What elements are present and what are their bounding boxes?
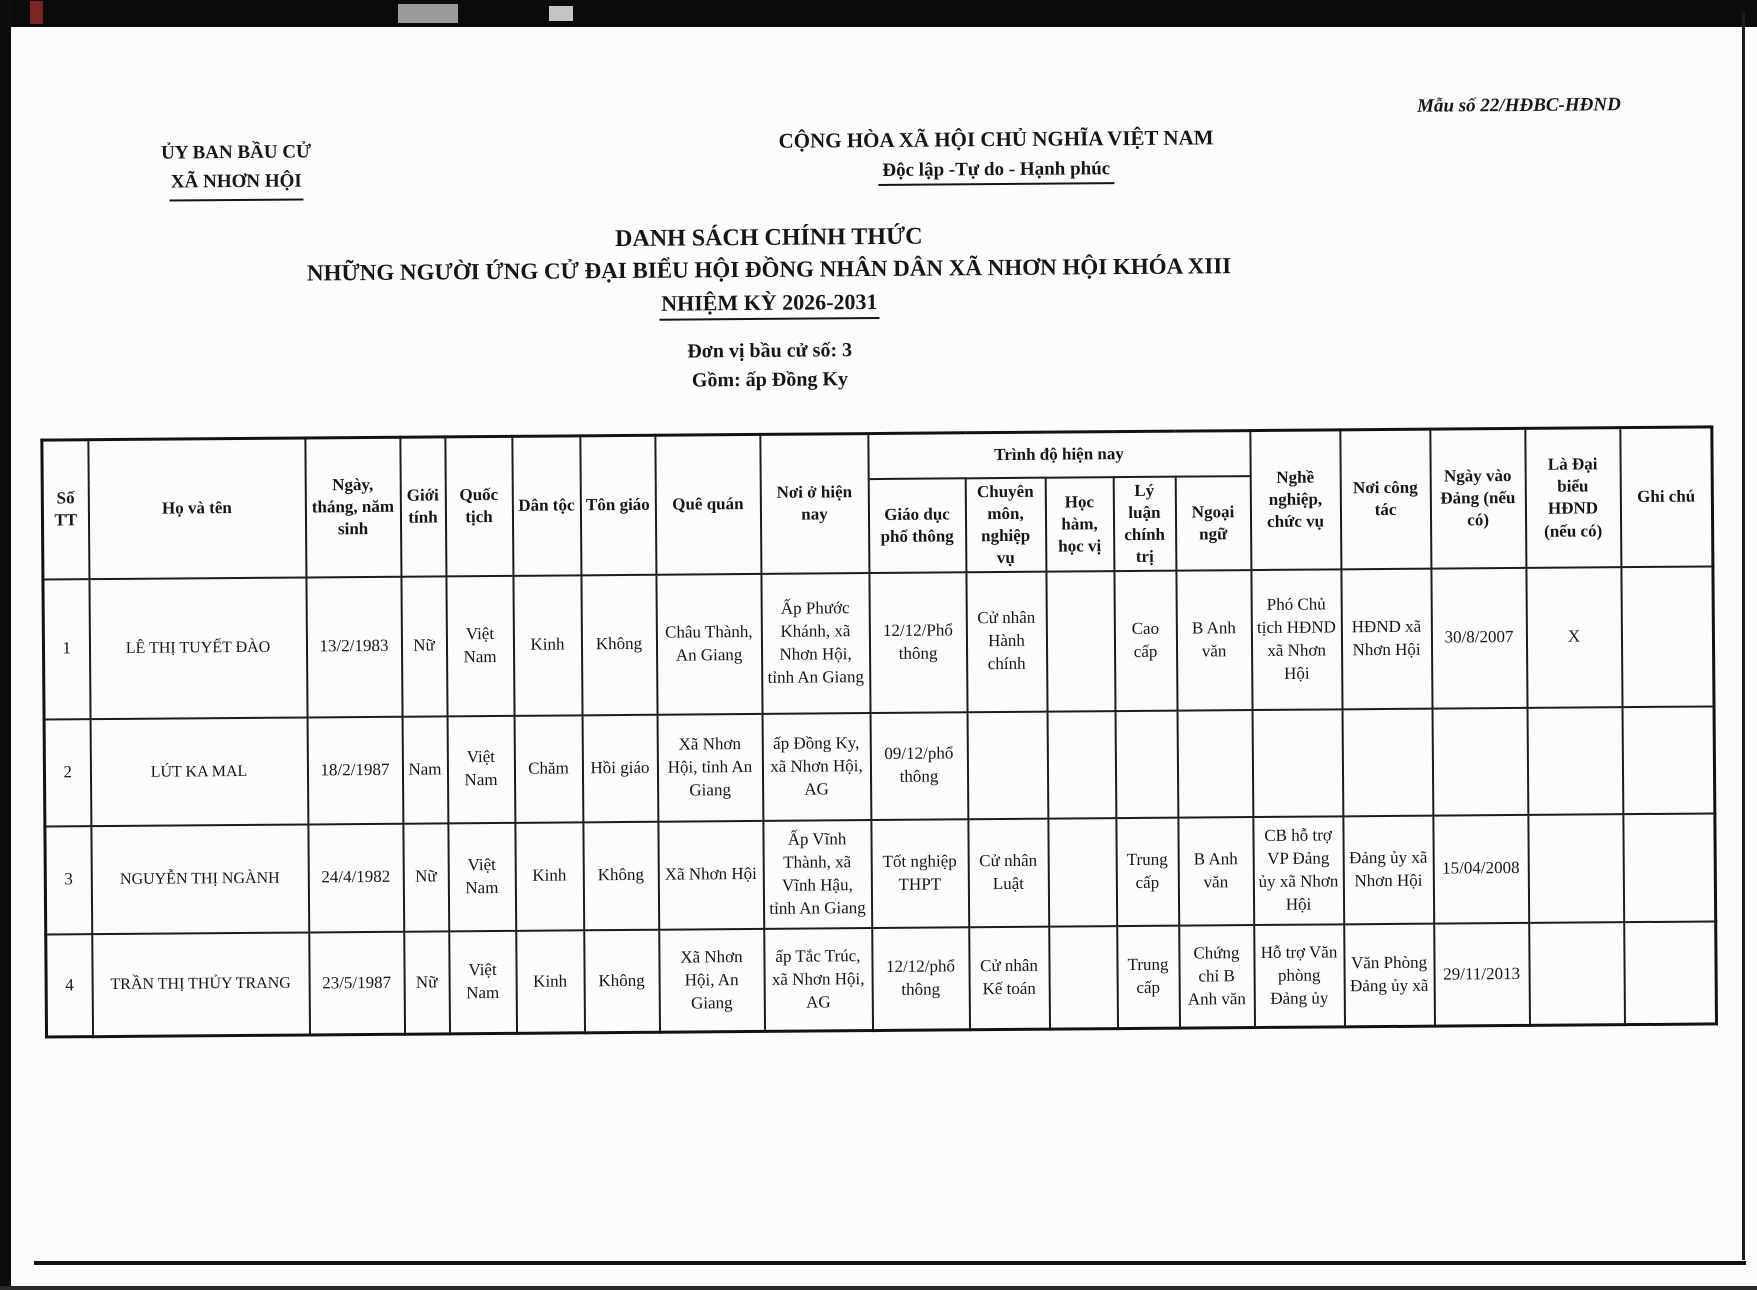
cell-professional: Cử nhân Hành chính xyxy=(966,572,1047,713)
document-title-block xyxy=(39,219,1500,325)
cell-occupation xyxy=(1252,709,1343,817)
table-row xyxy=(44,706,1715,826)
cell-gender: Nam xyxy=(402,716,448,823)
col-header-political: Lý luận chính trị xyxy=(1113,476,1176,571)
col-header-stt: Số TT xyxy=(42,440,89,580)
col-header-gender: Giới tính xyxy=(400,437,446,577)
cell-language: B Anh văn xyxy=(1176,570,1252,711)
cell-nationality: Việt Nam xyxy=(446,576,514,717)
col-header-religion: Tôn giáo xyxy=(580,435,656,575)
national-motto-block xyxy=(636,124,1356,188)
cell-dob: 24/4/1982 xyxy=(308,824,404,933)
cell-religion: Không xyxy=(584,930,660,1034)
cell-party_date xyxy=(1432,708,1528,816)
col-header-occupation: Nghề nghiệp, chức vụ xyxy=(1250,430,1341,570)
issuer-line1: ỦY BAN BẦU CỬ xyxy=(161,141,312,164)
cell-ethnicity: Kinh xyxy=(515,822,584,931)
issuer-line2: XÃ NHƠN HỘI xyxy=(116,167,356,202)
cell-occupation: Hỗ trợ Văn phòng Đảng ủy xyxy=(1254,924,1345,1028)
cell-party_date: 29/11/2013 xyxy=(1434,923,1530,1027)
cell-dob: 13/2/1983 xyxy=(306,577,402,718)
title-line3: NHIỆM KỲ 2026-2031 xyxy=(39,284,1499,325)
col-header-edu: Giáo dục phổ thông xyxy=(868,478,966,573)
col-header-hometown: Quê quán xyxy=(655,434,761,574)
cell-academic xyxy=(1049,926,1118,1030)
cell-workplace: Đảng ủy xã Nhơn Hội xyxy=(1343,816,1434,925)
col-header-party-date: Ngày vào Đảng (nếu có) xyxy=(1430,428,1526,568)
col-header-workplace: Nơi công tác xyxy=(1340,429,1431,569)
cell-residence: Ấp Vĩnh Thành, xã Vĩnh Hậu, tỉnh An Giang xyxy=(763,820,872,929)
col-header-academic: Học hàm, học vị xyxy=(1045,477,1114,572)
cell-party_date: 15/04/2008 xyxy=(1433,815,1529,924)
cell-political: Cao cấp xyxy=(1114,571,1177,711)
issuing-committee-block xyxy=(116,137,356,202)
candidates-table xyxy=(40,425,1718,1038)
cell-gender: Nữ xyxy=(403,823,449,931)
cell-religion: Không xyxy=(581,575,657,716)
cell-language: Chứng chỉ B Anh văn xyxy=(1179,925,1255,1029)
cell-residence: ấp Đồng Ky, xã Nhơn Hội, AG xyxy=(762,713,871,821)
cell-dob: 18/2/1987 xyxy=(307,717,403,825)
cell-name: TRẦN THỊ THỦY TRANG xyxy=(92,932,310,1037)
col-header-name: Họ và tên xyxy=(88,438,306,579)
cell-party_date: 30/8/2007 xyxy=(1431,568,1527,709)
cell-council_member: X xyxy=(1526,567,1622,708)
cell-name: LÚT KA MAL xyxy=(90,717,308,826)
table-row xyxy=(43,566,1714,719)
cell-political: Trung cấp xyxy=(1116,818,1179,926)
cell-notes xyxy=(1623,813,1716,922)
cell-edu: Tốt nghiệp THPT xyxy=(871,819,969,928)
cell-ethnicity: Chăm xyxy=(514,715,583,823)
cell-stt: 4 xyxy=(46,934,93,1037)
table-row xyxy=(46,921,1717,1037)
cell-occupation: Phó Chủ tịch HĐND xã Nhơn Hội xyxy=(1251,569,1342,710)
cell-gender: Nữ xyxy=(404,931,450,1034)
title-line2: NHỮNG NGƯỜI ỨNG CỬ ĐẠI BIỂU HỘI ĐỒNG NHÂN DÂN XÃ NHƠN HỘI KHÓA XIII xyxy=(306,253,1232,286)
republic-name: CỘNG HÒA XÃ HỘI CHỦ NGHĨA VIỆT NAM xyxy=(778,125,1214,153)
republic-motto: Độc lập -Tự do - Hạnh phúc xyxy=(636,156,1356,188)
cell-stt: 2 xyxy=(44,719,91,826)
table-header xyxy=(42,427,1713,579)
cell-edu: 12/12/Phổ thông xyxy=(869,572,967,713)
cell-edu: 09/12/phổ thông xyxy=(870,712,968,820)
title-line1: DANH SÁCH CHÍNH THỨC xyxy=(615,223,923,253)
col-header-qualification-group: Trình độ hiện nay xyxy=(868,431,1250,479)
cell-academic xyxy=(1047,711,1116,819)
col-header-notes: Ghi chú xyxy=(1620,427,1713,567)
cell-edu: 12/12/phổ thông xyxy=(872,927,970,1031)
candidates-table-wrapper xyxy=(40,425,1718,1038)
cell-academic xyxy=(1048,818,1117,927)
table-row xyxy=(45,813,1716,934)
col-header-dob: Ngày, tháng, năm sinh xyxy=(305,437,401,577)
cell-stt: 1 xyxy=(43,579,90,719)
cell-council_member xyxy=(1528,814,1624,923)
cell-notes xyxy=(1624,921,1717,1025)
cell-name: LÊ THỊ TUYẾT ĐÀO xyxy=(89,577,307,719)
cell-residence: Ấp Phước Khánh, xã Nhơn Hội, tỉnh An Giang xyxy=(761,573,870,714)
col-header-council-member: Là Đại biểu HĐND (nếu có) xyxy=(1525,428,1621,568)
cell-hometown: Châu Thành, An Giang xyxy=(656,574,762,715)
cell-political xyxy=(1115,711,1178,818)
cell-ethnicity: Kinh xyxy=(516,930,585,1034)
cell-nationality: Việt Nam xyxy=(449,931,517,1035)
cell-professional: Cử nhân Luật xyxy=(968,819,1049,928)
cell-notes xyxy=(1622,706,1715,814)
cell-hometown: Xã Nhơn Hội, tỉnh An Giang xyxy=(657,714,763,822)
cell-workplace xyxy=(1342,709,1433,817)
col-header-language: Ngoại ngữ xyxy=(1175,476,1251,571)
cell-religion: Không xyxy=(583,822,659,931)
cell-language: B Anh văn xyxy=(1178,817,1254,926)
cell-professional: Cử nhân Kế toán xyxy=(969,927,1050,1031)
cell-occupation: CB hỗ trợ VP Đảng ủy xã Nhơn Hội xyxy=(1253,816,1344,925)
col-header-nationality: Quốc tịch xyxy=(445,436,513,576)
election-unit-block xyxy=(40,331,1500,400)
cell-nationality: Việt Nam xyxy=(447,716,515,824)
cell-religion: Hồi giáo xyxy=(582,715,658,823)
cell-hometown: Xã Nhơn Hội xyxy=(658,821,764,930)
cell-notes xyxy=(1621,566,1714,707)
cell-gender: Nữ xyxy=(401,576,447,716)
cell-workplace: HĐND xã Nhơn Hội xyxy=(1341,569,1432,710)
col-header-professional: Chuyên môn, nghiệp vụ xyxy=(965,477,1046,572)
cell-name: NGUYỄN THỊ NGÀNH xyxy=(91,824,309,934)
cell-ethnicity: Kinh xyxy=(513,575,582,716)
form-code: Mẫu số 22/HĐBC-HĐND xyxy=(1416,94,1621,117)
cell-hometown: Xã Nhơn Hội, An Giang xyxy=(659,929,765,1033)
cell-political: Trung cấp xyxy=(1117,926,1180,1029)
election-unit-number: Đơn vị bầu cử số: 3 xyxy=(687,339,853,363)
cell-language xyxy=(1177,710,1253,818)
col-header-residence: Nơi ở hiện nay xyxy=(760,434,869,574)
cell-residence: ấp Tắc Trúc, xã Nhơn Hội, AG xyxy=(764,928,873,1032)
cell-stt: 3 xyxy=(45,826,92,934)
election-unit-area: Gồm: ấp Đồng Ky xyxy=(691,368,849,392)
cell-council_member xyxy=(1529,922,1625,1026)
cell-professional xyxy=(967,712,1048,820)
col-header-ethnicity: Dân tộc xyxy=(512,436,581,576)
cell-dob: 23/5/1987 xyxy=(309,932,405,1036)
cell-academic xyxy=(1046,571,1115,712)
cell-nationality: Việt Nam xyxy=(448,823,516,932)
cell-workplace: Văn Phòng Đảng ủy xã xyxy=(1344,924,1435,1028)
cell-council_member xyxy=(1527,707,1623,815)
table-body xyxy=(43,566,1717,1037)
